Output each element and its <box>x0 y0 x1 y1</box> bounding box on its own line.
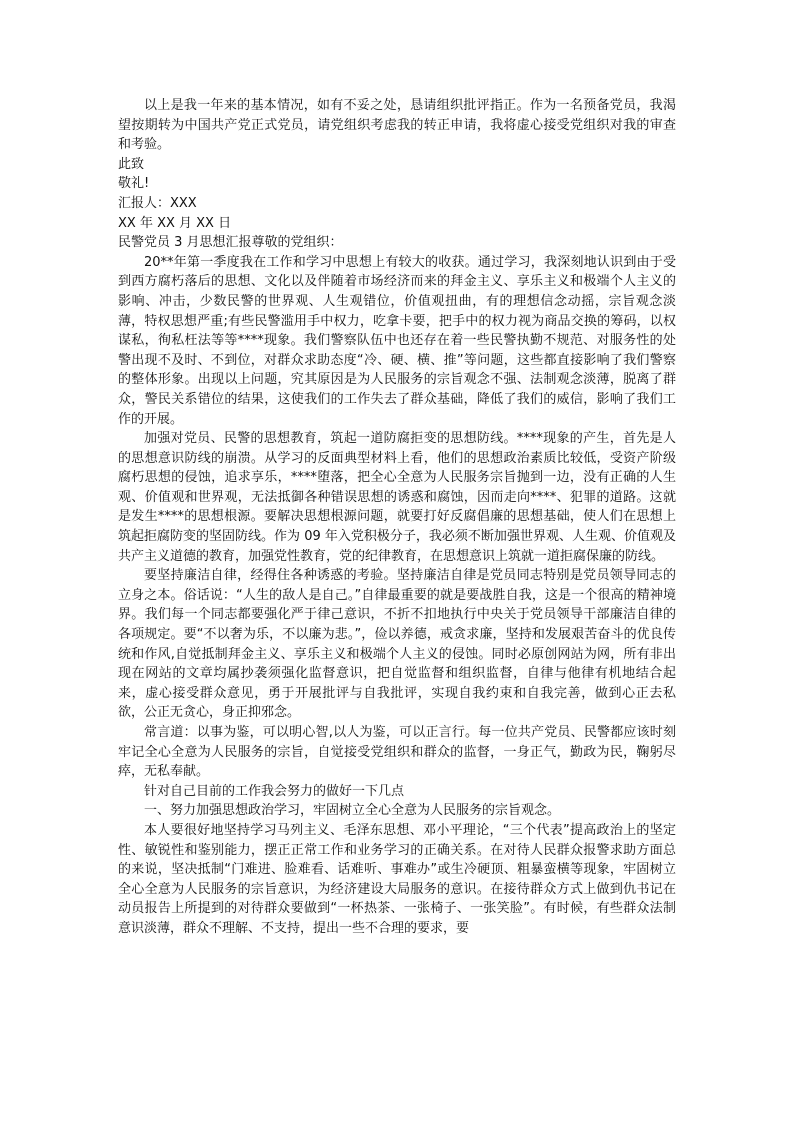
closing-salutation: 此致 <box>118 156 145 172</box>
closing-respect: 敬礼! <box>118 176 150 192</box>
section-intro: 针对自己目前的工作我会努力的做好一下几点 <box>144 783 405 799</box>
body-paragraph: 加强对党员、民警的思想教育，筑起一道防腐拒变的思想防线。****现象的产生，首先是人的思想意识防线的崩溃。从学习的反面典型材料上看，他们的思想政治素质比较低，受资产阶级腐朽思想的侵蚀，追求享乐，****堕落，把全心全意为人民服务宗旨抛到一边，没有正确的人生观、价值观和世界观，无法抵御各种错误思想的诱惑和腐蚀，因而走向****、犯罪的道路。这就是发生****的思想根源。要解决思想根源问题，就要打好反腐倡廉的思想基础，使人们在思想上筑起拒腐防变的坚固防线。作为 09 年入党积极分子，我必须不断加强世界观、人生观、价值观及共产主义道德的教育，加强党性教育，党的纪律教育，在思想意识上筑就一道拒腐保廉的防线。 <box>118 431 676 564</box>
body-paragraph: 要坚持廉洁自律，经得住各种诱惑的考验。坚持廉洁自律是党员同志特别是党员领导同志的立身之本。俗话说：“人生的敌人是自己。”自律最重要的就是要战胜自我，这是一个很高的精神境界。我们每一个同志都要强化严于律己意识，不折不扣地执行中央关于党员领导干部廉洁自律的各项规定。要“不以奢为乐，不以廉为悲。”，俭以养德，戒贪求廉，坚持和发展艰苦奋斗的优良传统和作风,自觉抵制拜金主义、享乐主义和极端个人主义的侵蚀。同时必原创网站为网，所有非出现在网站的文章均属抄袭须强化监督意识，把自觉监督和组织监督，自律与他律有机地结合起来，虚心接受群众意见，勇于开展批评与自我批评，实现自我约束和自我完善，做到心正去私欲，公正无贪心，身正抑邪念。 <box>118 568 676 721</box>
body-paragraph: 常言道：以事为鉴，可以明心智,以人为鉴，可以正言行。每一位共产党员、民警都应该时刻牢记全心全意为人民服务的宗旨，自觉接受党组织和群众的监督，一身正气，勤政为民，鞠躬尽瘁，无私奉献。 <box>118 725 676 780</box>
section-heading: 一、努力加强思想政治学习，牢固树立全心全意为人民服务的宗旨观念。 <box>144 803 561 819</box>
document-page <box>118 96 676 939</box>
body-paragraph: 20**年第一季度我在工作和学习中思想上有较大的收获。通过学习，我深刻地认识到由于受到西方腐朽落后的思想、文化以及伴随着市场经济而来的拜金主义、享乐主义和极端个人主义的影响、冲击，少数民警的世界观、人生观错位，价值观扭曲，有的理想信念动摇，宗旨观念淡薄，特权思想严重;有些民警滥用手中权力，吃拿卡要，把手中的权力视为商品交换的筹码，以权谋私，徇私枉法等等****现象。我们警察队伍中也还存在着一些民警执勤不规范、对服务性的处警出现不及时、不到位，对群众求助态度“冷、硬、横、推”等问题，这些都直接影响了我们警察的整体形象。出现以上问题，究其原因是为人民服务的宗旨观念不强、法制观念淡薄，脱离了群众，警民关系错位的结果，这使我们的工作失去了群众基础，降低了我们的威信，影响了我们工作的开展。 <box>118 254 676 427</box>
opening-paragraph: 以上是我一年来的基本情况，如有不妥之处，恳请组织批评指正。作为一名预备党员，我渴望按期转为中国共产党正式党员，请党组织考虑我的转正申请，我将虚心接受党组织对我的审查和考验。 <box>118 98 676 153</box>
report-date: XX 年 XX 月 XX 日 <box>118 215 232 231</box>
reporter-name: 汇报人：XXX <box>118 195 197 211</box>
body-paragraph: 本人要很好地坚持学习马列主义、毛泽东思想、邓小平理论，“三个代表”提高政治上的坚定性、敏锐性和鉴别能力，摆正正常工作和业务学习的正确关系。在对待人民群众报警求助方面总的来说，坚决抵制“门难进、脸难看、话难听、事难办”或生冷硬顶、粗暴蛮横等现象，牢固树立全心全意为人民服务的宗旨意识，为经济建设大局服务的意识。在接待群众方式上做到仇书记在动员报告上所提到的对待群众要做到“一杯热茶、一张椅子、一张笑脸”。有时候，有些群众法制意识淡薄，群众不理解、不支持，提出一些不合理的要求，要 <box>118 822 676 936</box>
report-title: 民警党员 3 月思想汇报尊敬的党组织： <box>118 235 343 251</box>
